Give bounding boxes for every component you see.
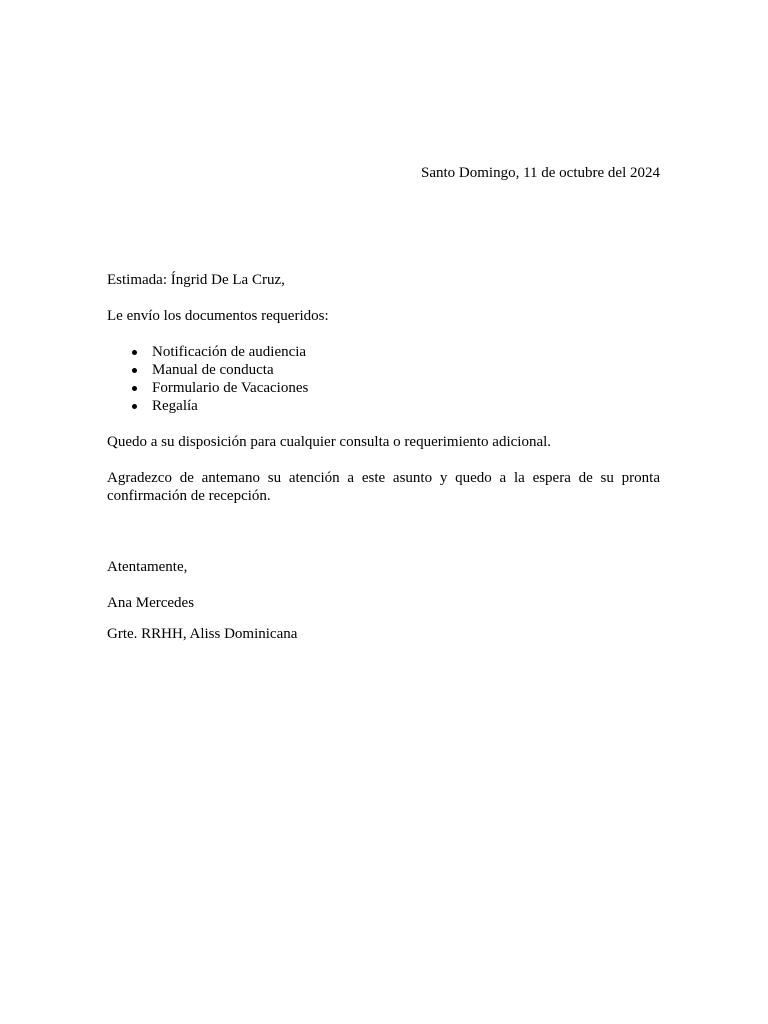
availability-paragraph: Quedo a su disposición para cualquier consulta o requerimiento adicional.	[107, 434, 552, 450]
bullet-icon	[132, 350, 137, 355]
list-item	[152, 379, 308, 397]
closing-line: Atentamente,	[107, 559, 188, 575]
document-label: Manual de conducta	[152, 362, 274, 378]
letter-date: Santo Domingo, 11 de octubre del 2024	[421, 165, 660, 181]
bullet-icon	[132, 368, 137, 373]
list-item	[152, 343, 308, 361]
list-item	[152, 397, 308, 415]
thanks-paragraph: Agradezco de antemano su atención a este asunto y quedo a la espera de su pronta confirmación de recepción.	[107, 470, 660, 504]
intro-paragraph: Le envío los documentos requeridos:	[107, 308, 329, 324]
document-label: Notificación de audiencia	[152, 344, 307, 360]
documents-list	[152, 343, 308, 415]
document-label: Formulario de Vacaciones	[152, 380, 309, 396]
sender-title: Grte. RRHH, Aliss Dominicana	[107, 626, 298, 642]
list-item	[152, 361, 308, 379]
document-label: Regalía	[152, 398, 198, 414]
bullet-icon	[132, 404, 137, 409]
sender-name: Ana Mercedes	[107, 595, 195, 611]
salutation: Estimada: Íngrid De La Cruz,	[107, 272, 285, 288]
bullet-icon	[132, 386, 137, 391]
